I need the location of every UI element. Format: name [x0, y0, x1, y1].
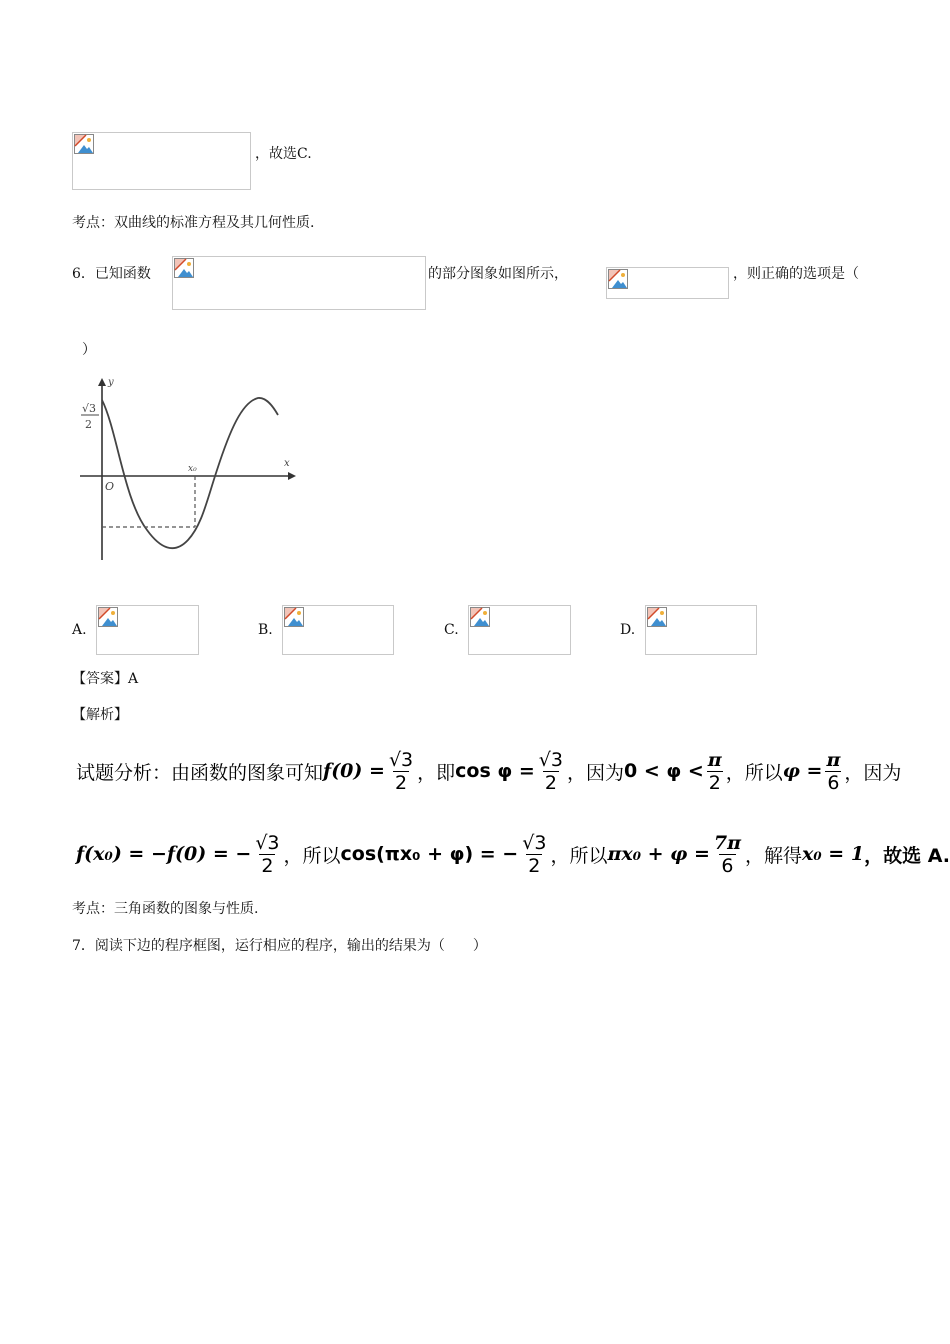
sum-expr: πx₀ + φ =	[607, 843, 710, 865]
frac-den: 6	[721, 854, 734, 877]
x-axis-arrow	[288, 472, 296, 480]
x-label: x	[284, 458, 290, 469]
option-d-label: D.	[620, 622, 636, 638]
ineq-expr: 0 < φ <	[624, 760, 704, 782]
y-intercept-num: √3	[82, 402, 97, 415]
sqrt3-over-2	[387, 749, 415, 794]
analysis-line1-p4: ，所以	[725, 761, 783, 784]
function-graph	[72, 370, 304, 565]
option-c-image-placeholder[interactable]	[468, 605, 571, 655]
option-d-image-placeholder[interactable]	[645, 605, 757, 655]
option-b-label: B.	[258, 622, 273, 638]
q6-kaodian: 考点：三角函数的图象与性质.	[72, 901, 259, 917]
y-intercept-den: 2	[85, 418, 92, 431]
sqrt3-over-2-d	[520, 832, 548, 877]
analysis-line2-p1: ，所以	[283, 844, 341, 867]
analysis-line2-p2: ，所以	[550, 844, 608, 867]
cosphi-expr: cos φ =	[455, 760, 535, 782]
pi-over-2	[706, 749, 724, 794]
analysis-line1-p2: ，即	[417, 761, 456, 784]
option-a-image-placeholder[interactable]	[96, 605, 199, 655]
sqrt3-over-2-c	[253, 832, 281, 877]
q6-middle: 的部分图象如图所示，	[428, 266, 568, 282]
option-c-label: C.	[444, 622, 459, 638]
answer: 【答案】A	[72, 671, 139, 687]
x0-eq-expr: x₀ = 1	[802, 843, 865, 865]
y-label: y	[108, 377, 114, 388]
function-formula-image-placeholder	[172, 256, 426, 310]
q6-prefix: 6．已知函数	[72, 266, 151, 282]
broken-image-icon	[74, 134, 94, 154]
frac-den: 6	[827, 771, 840, 794]
pi-over-6	[824, 749, 842, 794]
frac-num: √3	[388, 748, 414, 771]
frac-den: 2	[708, 771, 721, 794]
option-b-image-placeholder[interactable]	[282, 605, 394, 655]
broken-image-icon	[608, 269, 628, 289]
frac-den: 2	[544, 771, 557, 794]
analysis-line1-p3: ，因为	[567, 761, 625, 784]
analysis-line-2	[76, 828, 950, 880]
q6-suffix: ，则正确的选项是（	[733, 266, 859, 282]
q5-kaodian: 考点：双曲线的标准方程及其几何性质.	[72, 215, 315, 231]
analysis-line1-p1: 试题分析：由函数的图象可知	[76, 761, 324, 784]
frac-num: π	[826, 748, 841, 771]
q6-close-paren: ）	[82, 342, 96, 358]
frac-num: √3	[255, 831, 280, 854]
fx0-expr: f(x₀) = −f(0) = −	[76, 843, 252, 865]
analysis-heading: 【解析】	[72, 707, 128, 723]
origin-label: O	[105, 480, 115, 493]
analysis-line2-p3: ，解得	[745, 844, 803, 867]
frac-num: √3	[538, 748, 563, 771]
option-a-label: A.	[72, 622, 87, 638]
broken-image-icon	[647, 607, 667, 627]
condition-image-placeholder	[606, 267, 729, 299]
frac-den: 2	[261, 854, 274, 877]
analysis-line2-p4: ，故选 A.	[864, 844, 950, 867]
frac-num: 7π	[713, 831, 742, 854]
frac-num: π	[707, 748, 722, 771]
broken-image-icon	[470, 607, 490, 627]
sqrt3-over-2-b	[537, 749, 565, 794]
q7-stem: 7．阅读下边的程序框图，运行相应的程序，输出的结果为（ ）	[72, 938, 487, 954]
broken-image-icon	[284, 607, 304, 627]
q5-tail-text: ，故选C.	[255, 146, 312, 162]
phi-eq-expr: φ =	[782, 760, 823, 782]
broken-image-icon	[98, 607, 118, 627]
y-axis-arrow	[98, 378, 106, 386]
frac-den: 2	[528, 854, 541, 877]
formula-image-placeholder	[72, 132, 251, 190]
7pi-over-6	[712, 832, 743, 877]
frac-den: 2	[394, 771, 408, 794]
analysis-line1-p5: ，因为	[844, 761, 902, 784]
analysis-line-1	[76, 745, 901, 797]
frac-num: √3	[522, 831, 547, 854]
broken-image-icon	[174, 258, 194, 278]
f0-expr: f(0) =	[323, 760, 385, 782]
cos-expr: cos(πx₀ + φ) = −	[340, 843, 519, 865]
x0-label: x₀	[188, 464, 197, 474]
